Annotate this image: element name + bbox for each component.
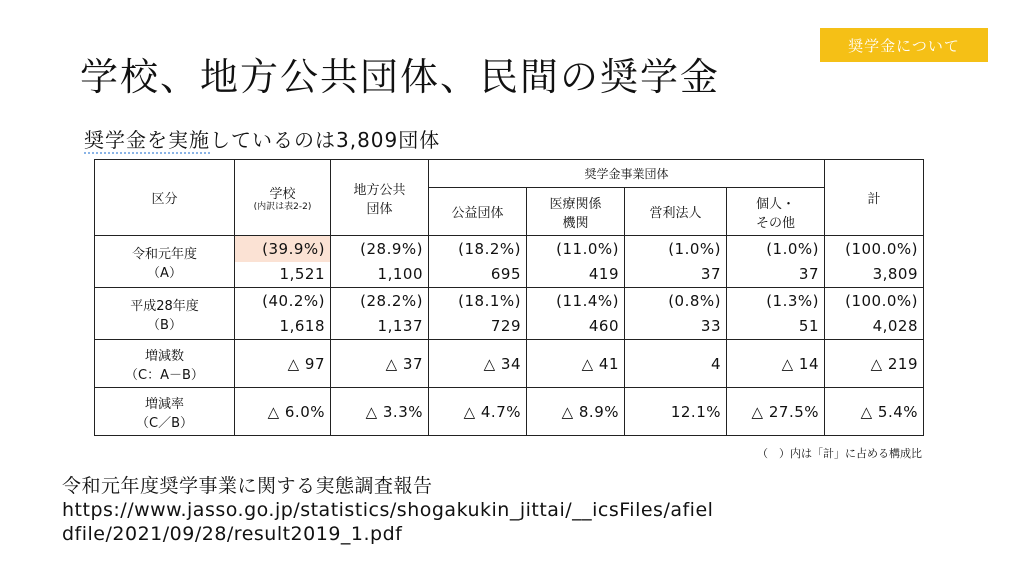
header-medical-line2: 機関 bbox=[562, 215, 589, 231]
row-label-diff-title: 増減数 bbox=[144, 348, 184, 364]
cell-r1-public-count: 695 bbox=[429, 262, 527, 288]
cell-diff-local: △ 37 bbox=[331, 340, 429, 388]
cell-diff-medical: △ 41 bbox=[527, 340, 625, 388]
cell-r1-local-pct: (28.9%) bbox=[331, 236, 429, 262]
cell-r1-individual-pct: (1.0%) bbox=[727, 236, 825, 262]
cell-h28-total-pct: (100.0%) bbox=[825, 288, 924, 314]
cell-r1-profit-count: 37 bbox=[625, 262, 727, 288]
cell-diff-profit: 4 bbox=[625, 340, 727, 388]
header-public-interest: 公益団体 bbox=[429, 188, 527, 236]
scholarship-table-wrapper bbox=[94, 159, 923, 436]
cell-diff-individual: △ 14 bbox=[727, 340, 825, 388]
header-local-line2: 団体 bbox=[366, 201, 393, 217]
cell-r1-medical-count: 419 bbox=[527, 262, 625, 288]
row-label-diff-formula: （C：A－B） bbox=[125, 367, 204, 383]
row-label-h28-code: （B） bbox=[147, 317, 182, 333]
cell-r1-individual-count: 37 bbox=[727, 262, 825, 288]
row-label-diff bbox=[95, 340, 235, 388]
header-individual-line2: その他 bbox=[756, 215, 796, 231]
cell-diff-public: △ 34 bbox=[429, 340, 527, 388]
header-individual bbox=[727, 188, 825, 236]
cell-h28-total-count: 4,028 bbox=[825, 314, 924, 340]
table-row bbox=[95, 236, 924, 262]
cell-r1-total-pct: (100.0%) bbox=[825, 236, 924, 262]
cell-rate-total: △ 5.4% bbox=[825, 388, 924, 436]
header-scholarship-groups: 奨学金事業団体 bbox=[429, 160, 825, 188]
source-url-line1[interactable]: https://www.jasso.go.jp/statistics/shogakukin_jittai/__icsFiles/afiel bbox=[62, 499, 714, 521]
cell-r1-school-count: 1,521 bbox=[235, 262, 331, 288]
table-row bbox=[95, 340, 924, 388]
table-row bbox=[95, 388, 924, 436]
header-school-note: (内訳は表2-2) bbox=[253, 201, 312, 212]
row-label-h28 bbox=[95, 288, 235, 340]
cell-rate-individual: △ 27.5% bbox=[727, 388, 825, 436]
cell-h28-medical-count: 460 bbox=[527, 314, 625, 340]
cell-h28-individual-pct: (1.3%) bbox=[727, 288, 825, 314]
row-label-r1 bbox=[95, 236, 235, 288]
cell-h28-individual-count: 51 bbox=[727, 314, 825, 340]
header-local-line1: 地方公共 bbox=[353, 182, 406, 198]
header-total: 計 bbox=[825, 160, 924, 236]
cell-h28-medical-pct: (11.4%) bbox=[527, 288, 625, 314]
row-label-rate-title: 増減率 bbox=[144, 396, 184, 412]
row-label-rate bbox=[95, 388, 235, 436]
cell-rate-medical: △ 8.9% bbox=[527, 388, 625, 436]
cell-h28-public-count: 729 bbox=[429, 314, 527, 340]
source-citation bbox=[62, 474, 962, 546]
subtitle-rest: しているのは3,809団体 bbox=[210, 128, 441, 152]
source-url-line2[interactable]: dfile/2021/09/28/result2019_1.pdf bbox=[62, 523, 403, 545]
header-local-gov bbox=[331, 160, 429, 236]
subtitle-underlined: 奨学金を実施 bbox=[84, 128, 210, 152]
cell-h28-local-pct: (28.2%) bbox=[331, 288, 429, 314]
cell-diff-total: △ 219 bbox=[825, 340, 924, 388]
topic-badge: 奨学金について bbox=[820, 28, 988, 62]
header-medical-line1: 医療関係 bbox=[549, 196, 602, 212]
row-label-rate-formula: （C／B） bbox=[136, 415, 193, 431]
header-for-profit: 営利法人 bbox=[625, 188, 727, 236]
cell-h28-school-pct: (40.2%) bbox=[235, 288, 331, 314]
source-report-title: 令和元年度奨学事業に関する実態調査報告 bbox=[62, 475, 433, 497]
header-school-label: 学校 bbox=[269, 186, 296, 202]
row-label-r1-year: 令和元年度 bbox=[131, 246, 197, 262]
cell-r1-public-pct: (18.2%) bbox=[429, 236, 527, 262]
cell-h28-public-pct: (18.1%) bbox=[429, 288, 527, 314]
header-school bbox=[235, 160, 331, 236]
row-label-h28-year: 平成28年度 bbox=[130, 298, 199, 314]
cell-rate-school: △ 6.0% bbox=[235, 388, 331, 436]
cell-r1-school-pct: (39.9%) bbox=[235, 236, 331, 262]
cell-r1-local-count: 1,100 bbox=[331, 262, 429, 288]
header-kubun: 区分 bbox=[95, 160, 235, 236]
cell-r1-total-count: 3,809 bbox=[825, 262, 924, 288]
cell-h28-local-count: 1,137 bbox=[331, 314, 429, 340]
cell-rate-profit: 12.1% bbox=[625, 388, 727, 436]
cell-diff-school: △ 97 bbox=[235, 340, 331, 388]
scholarship-table bbox=[94, 159, 924, 436]
page-title: 学校、地方公共団体、民間の奨学金 bbox=[80, 55, 721, 99]
cell-h28-profit-pct: (0.8%) bbox=[625, 288, 727, 314]
header-medical bbox=[527, 188, 625, 236]
cell-r1-profit-pct: (1.0%) bbox=[625, 236, 727, 262]
cell-rate-public: △ 4.7% bbox=[429, 388, 527, 436]
cell-h28-profit-count: 33 bbox=[625, 314, 727, 340]
cell-rate-local: △ 3.3% bbox=[331, 388, 429, 436]
cell-h28-school-count: 1,618 bbox=[235, 314, 331, 340]
header-individual-line1: 個人・ bbox=[756, 196, 796, 212]
table-footnote: （ ）内は「計」に占める構成比 bbox=[757, 447, 922, 460]
cell-r1-medical-pct: (11.0%) bbox=[527, 236, 625, 262]
page-subtitle bbox=[84, 124, 440, 153]
row-label-r1-code: （A） bbox=[147, 265, 182, 281]
table-row bbox=[95, 288, 924, 314]
